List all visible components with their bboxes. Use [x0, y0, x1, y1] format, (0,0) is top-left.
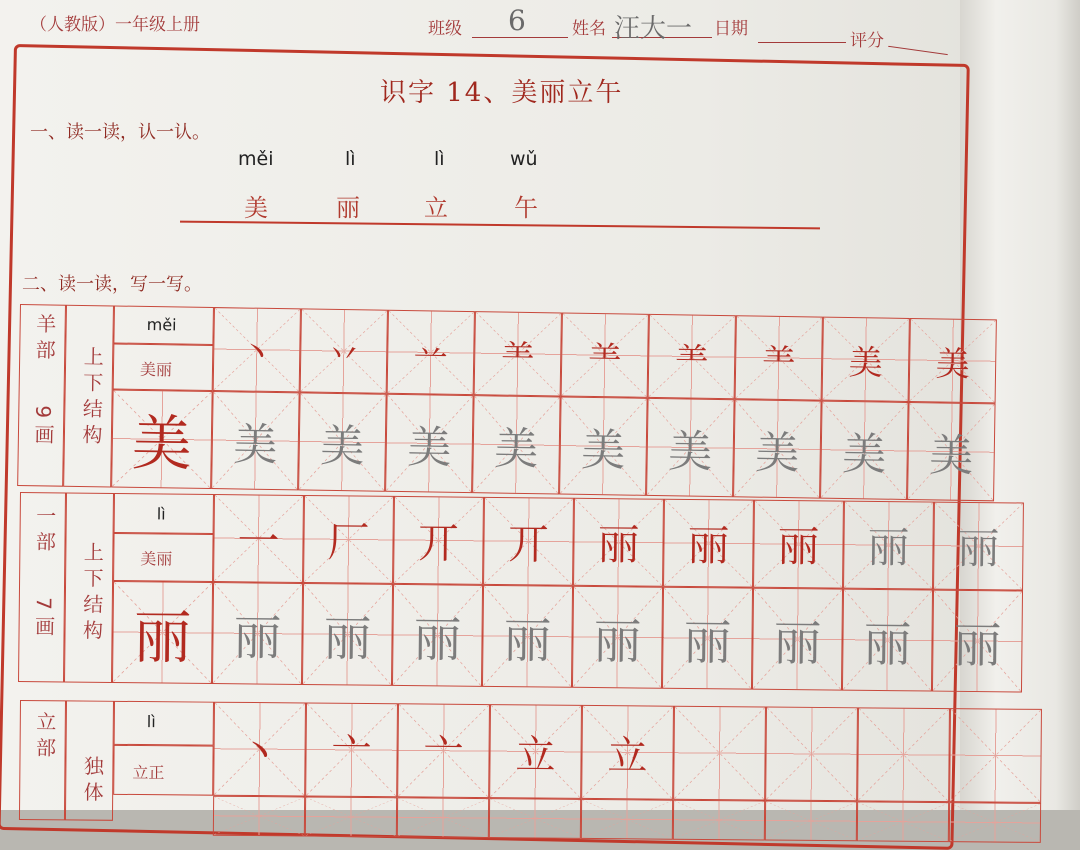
stroke-step-char: 丷: [326, 334, 362, 375]
stroke-step-cell[interactable]: [573, 498, 664, 587]
practice-char: 美: [319, 420, 365, 473]
practice-cell[interactable]: [298, 392, 387, 491]
practice-cell[interactable]: [907, 402, 996, 501]
practice-char: 丽: [503, 612, 552, 670]
practice-char: 美: [493, 423, 539, 476]
stroke-step-char: 丽: [867, 522, 910, 573]
practice-cell[interactable]: [489, 798, 581, 839]
stroke-step-cell[interactable]: [822, 317, 910, 402]
stroke-step-cell[interactable]: [305, 702, 398, 797]
radical-label-3: 立部: [32, 711, 57, 764]
stroke-step-cell[interactable]: [397, 703, 490, 798]
stroke-step-cell[interactable]: [474, 311, 562, 396]
stroke-step-cell[interactable]: [949, 708, 1042, 803]
stroke-step-cell[interactable]: [300, 308, 388, 393]
practice-cell[interactable]: [305, 796, 397, 837]
pinyin-cell-2: [114, 493, 214, 534]
practice-cell[interactable]: [559, 397, 648, 496]
stroke-step-char: 美: [935, 343, 970, 385]
pinyin-cell-1: [113, 305, 214, 345]
section-2-heading: 二、读一读，写一写。: [22, 274, 202, 295]
stroke-step-cell[interactable]: [753, 500, 844, 589]
practice-char: 美: [580, 424, 626, 477]
stroke-step-char: 亠: [331, 730, 372, 777]
word-cell-1: [113, 343, 214, 391]
word-cell-3: [113, 745, 213, 796]
stroke-step-cell[interactable]: [933, 502, 1024, 591]
pinyin-1: měi: [238, 148, 274, 170]
practice-cell[interactable]: [211, 391, 300, 490]
practice-cell[interactable]: [820, 401, 909, 500]
date-label: 日期: [714, 19, 748, 39]
practice-char: 丽: [233, 609, 282, 667]
stroke-count-2: 7画: [31, 597, 56, 643]
practice-cell[interactable]: [949, 802, 1041, 843]
practice-cell[interactable]: [213, 796, 305, 837]
stroke-step-char: 丶: [239, 332, 275, 374]
stroke-step-char: 丽: [957, 523, 1000, 574]
stroke-step-cell[interactable]: [561, 313, 649, 398]
pinyin-cell-3: [114, 701, 214, 746]
practice-cell[interactable]: [733, 399, 822, 498]
stroke-step-char: ⺷: [761, 341, 797, 382]
header: [0, 4, 1000, 51]
stroke-step-cell[interactable]: [303, 495, 394, 584]
stroke-step-char: 立: [515, 731, 556, 779]
name-value: 汪大一: [614, 14, 693, 44]
stroke-step-cell[interactable]: [843, 501, 934, 590]
structure-cell-3: [65, 700, 114, 820]
word-cell-2: [113, 533, 213, 582]
stroke-step-cell[interactable]: [648, 314, 736, 399]
stroke-step-char: ⺷: [587, 338, 623, 379]
stroke-step-cell[interactable]: [735, 315, 823, 400]
class-line: [472, 37, 568, 38]
structure-cell-2: [64, 492, 114, 682]
row-word-2: 美丽: [140, 549, 173, 569]
char-3: 立: [424, 194, 448, 222]
structure-label-2: 上下结构: [79, 541, 105, 646]
structure-label-1: 上下结构: [78, 345, 105, 451]
score-label: 评分: [850, 31, 884, 51]
char-1: 美: [244, 194, 268, 222]
class-label: 班级: [428, 19, 462, 39]
stroke-step-char: 丽: [597, 520, 640, 570]
stroke-step-cell[interactable]: [857, 707, 950, 802]
practice-char: 美: [406, 422, 452, 474]
practice-cell[interactable]: [472, 395, 561, 494]
date-line: [758, 42, 846, 43]
model-char-1: 美: [131, 408, 193, 480]
stroke-step-cell[interactable]: [387, 310, 475, 395]
practice-cell[interactable]: [932, 590, 1023, 693]
stroke-step-cell[interactable]: [489, 704, 582, 799]
practice-cell[interactable]: [302, 583, 393, 686]
practice-char: 丽: [863, 616, 912, 673]
stroke-step-char: 䒑: [413, 335, 449, 377]
practice-char: 丽: [413, 611, 462, 669]
practice-char: 丽: [593, 613, 642, 671]
practice-char: 丽: [773, 615, 822, 672]
radical-label-1: 羊部: [32, 313, 57, 366]
practice-cell[interactable]: [842, 589, 933, 692]
stroke-step-char: ⺷: [674, 339, 710, 381]
practice-char: 丽: [683, 614, 732, 671]
practice-char: 美: [841, 428, 887, 481]
stroke-step-cell[interactable]: [663, 499, 754, 588]
stroke-step-char: 丶: [239, 729, 280, 776]
stroke-step-cell[interactable]: [581, 705, 674, 800]
stroke-step-char: 丌: [507, 519, 550, 569]
pinyin-4: wǔ: [510, 148, 538, 170]
model-char-cell-2: [112, 581, 213, 684]
row-pinyin-3: lì: [146, 712, 156, 732]
stroke-step-char: 丌: [417, 518, 460, 568]
stroke-step-cell[interactable]: [673, 706, 766, 801]
practice-cell[interactable]: [482, 585, 573, 688]
row-pinyin-1: měi: [146, 314, 177, 335]
model-char-2: 丽: [133, 603, 192, 672]
practice-cell[interactable]: [765, 801, 857, 842]
class-value: 6: [508, 4, 526, 37]
stroke-step-cell[interactable]: [765, 707, 858, 802]
stroke-step-cell[interactable]: [909, 318, 997, 403]
practice-cell[interactable]: [385, 394, 474, 493]
practice-cell[interactable]: [581, 799, 673, 840]
stroke-step-char: 立: [607, 732, 648, 779]
practice-cell[interactable]: [662, 587, 753, 690]
stroke-step-cell[interactable]: [213, 702, 306, 797]
practice-char: 美: [232, 419, 278, 472]
stroke-step-cell[interactable]: [213, 307, 301, 392]
practice-char: 美: [754, 427, 800, 480]
radical-cell-3: [19, 700, 66, 820]
practice-cell[interactable]: [392, 584, 483, 687]
practice-cell[interactable]: [212, 582, 303, 685]
row-word-1: 美丽: [139, 359, 173, 380]
practice-char: 美: [928, 430, 974, 482]
stroke-step-cell[interactable]: [213, 494, 304, 583]
pinyin-2: lì: [345, 148, 356, 170]
stroke-count-1: 9画: [30, 405, 56, 451]
stroke-step-char: 丽: [777, 521, 820, 572]
practice-cell[interactable]: [752, 588, 843, 691]
practice-cell[interactable]: [857, 801, 949, 842]
stroke-step-char: 美: [848, 342, 883, 384]
stroke-step-char: ⺷: [500, 337, 536, 378]
section-1-heading: 一、读一读，认一认。: [30, 122, 210, 143]
char-2: 丽: [336, 194, 360, 222]
practice-cell[interactable]: [646, 398, 735, 497]
practice-char: 美: [667, 426, 713, 478]
pinyin-3: lì: [434, 148, 445, 170]
row-word-3: 立正: [132, 762, 165, 783]
radical-label-2: 一部: [32, 505, 57, 558]
practice-char: 丽: [953, 617, 1002, 674]
radical-cell-2: [18, 492, 66, 682]
practice-cell[interactable]: [673, 800, 765, 841]
radical-cell-1: [17, 304, 66, 487]
stroke-step-char: 厂: [327, 517, 370, 567]
page-title: 识字 14、美丽立午: [380, 78, 624, 108]
model-char-cell-1: [111, 389, 213, 489]
structure-label-3: 独体: [80, 755, 105, 808]
stroke-step-char: 一: [237, 516, 280, 566]
edition-label: （人教版）一年级上册: [30, 15, 200, 35]
stroke-step-char: 亠: [423, 731, 464, 778]
practice-cell[interactable]: [572, 586, 663, 689]
practice-char: 丽: [323, 610, 372, 668]
structure-cell-1: [63, 305, 114, 488]
practice-cell[interactable]: [397, 797, 489, 838]
stroke-step-cell[interactable]: [483, 497, 574, 586]
stroke-step-char: 丽: [687, 520, 730, 571]
row-pinyin-2: lì: [156, 504, 166, 524]
stroke-step-cell[interactable]: [393, 496, 484, 585]
name-label: 姓名: [572, 19, 606, 39]
char-4: 午: [514, 194, 538, 222]
